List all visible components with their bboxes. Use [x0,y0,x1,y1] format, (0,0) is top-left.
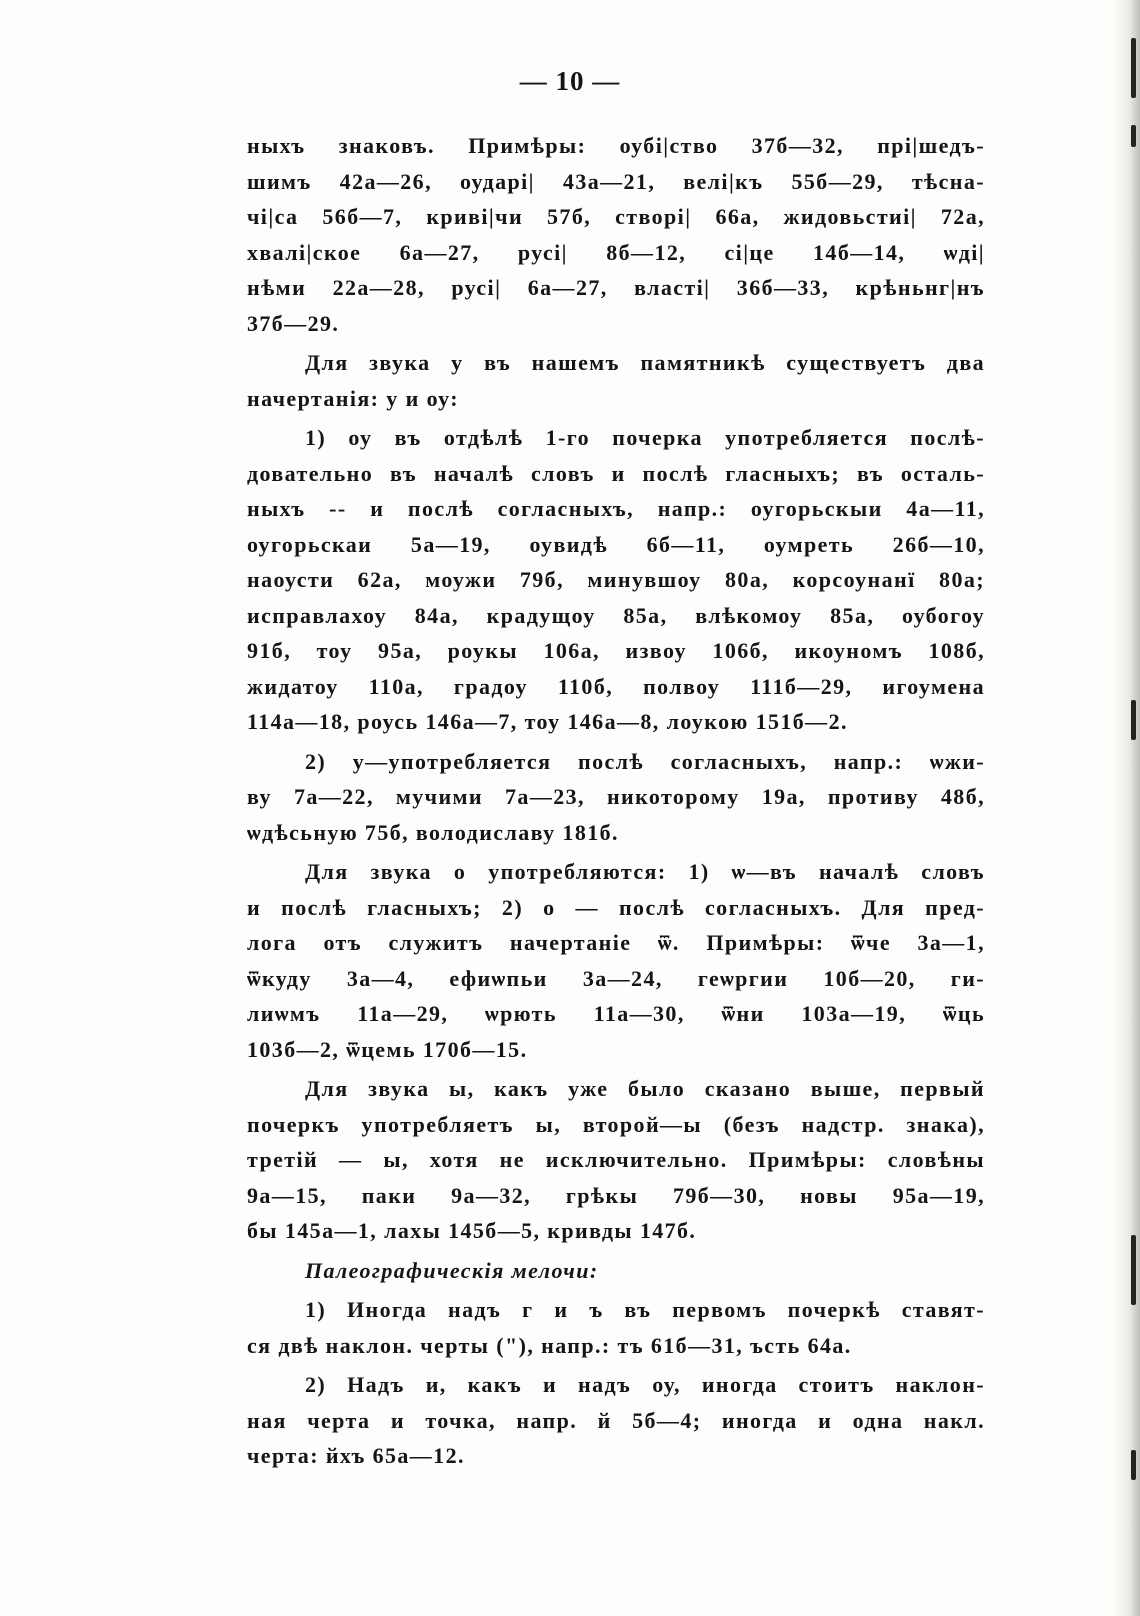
scan-edge-shadow [1114,0,1140,1616]
text-line: почеркъ употребляетъ ы, второй—ы (безъ надстр. знака), [247,1111,985,1137]
text-line: лиѡмъ 11а—29, ѡрють 11а—30, ѿни 103а—19, ѿць [247,1001,985,1026]
scan-edge-mark [1131,700,1136,740]
scan-edge-mark [1131,125,1136,147]
text-line: 1) Иногда надъ г и ъ въ первомъ почеркѣ ставят- [305,1297,985,1322]
text-line: наоусти 62а, моужи 79б, минувшоу 80а, корсоунанї 80а; [247,567,985,592]
body-text [247,128,985,1478]
text-line: жидатоу 110а, градоу 110б, полвоу 111б—29, игоумена [247,673,985,699]
text-line: 37б—29. [247,310,340,336]
text-line: Для звука о употребляются: 1) ѡ—въ началѣ словъ [305,859,985,884]
text-line: 9а—15, паки 9а—32, грѣкы 79б—30, новы 95а—19, [247,1182,985,1208]
text-line: оугорьскаи 5а—19, оувидѣ 6б—11, оумреть 26б—10, [247,531,985,557]
text-line: ву 7а—22, мучими 7а—23, никоторому 19а, противу 48б, [247,784,985,809]
page-number: — 10 — [519,66,621,96]
text-line: бы 145а—1, лахы 145б—5, кривды 147б. [247,1218,697,1243]
text-line: Для звука ы, какъ уже было сказано выше, первый [305,1076,985,1101]
paragraph [247,128,985,341]
paragraph [247,1071,985,1249]
paragraph [247,345,985,416]
text-line: ная черта и точка, напр. й 5б—4; иногда и одна накл. [247,1407,985,1433]
scan-edge-mark [1131,1235,1136,1305]
text-line: ѿкуду 3а—4, ефиѡпьи 3а—24, геѡргии 10б—20, ги- [247,965,985,991]
section-heading-paragraph [247,1253,985,1289]
text-line: 2) Надъ и, какъ и надъ оу, иногда стоитъ наклон- [305,1372,985,1397]
text-line: хвалі|ское 6а—27, русі| 8б—12, сі|це 14б—14, ѡді| [247,239,985,265]
paragraph [247,854,985,1067]
text-line: лога отъ служитъ начертаніе ѿ. Примѣры: ѿче 3а—1, [247,930,985,955]
text-line: 114а—18, роусь 146а—7, тоу 146а—8, лоукою 151б—2. [247,709,848,734]
text-line: Для звука у въ нашемъ памятникѣ существуетъ два [305,350,985,375]
text-line: ныхъ знаковъ. Примѣры: оубі|ство 37б—32, прі|шедъ- [247,133,985,158]
text-line: чі|са 56б—7, криві|чи 57б, створі| 66а, жидовьстиі| 72а, [247,204,985,229]
text-line: ныхъ -- и послѣ согласныхъ, напр.: оугорьскыи 4а—11, [247,496,985,521]
section-heading: Палеографическія мелочи: [305,1257,599,1283]
text-line: исправлахоу 84а, крадущоу 85а, влѣкомоу 85а, оубогоу [247,602,985,628]
text-line: 91б, тоу 95а, роукы 106а, извоу 106б, икоуномъ 108б, [247,638,985,663]
paragraph [247,744,985,851]
text-line: шимъ 42а—26, оударі| 43а—21, велі|къ 55б—29, тѣсна- [247,168,985,194]
text-line: начертанія: у и оу: [247,385,459,411]
text-line: довательно въ началѣ словъ и послѣ гласныхъ; въ осталь- [247,460,985,486]
paragraph [247,1292,985,1363]
text-line: и послѣ гласныхъ; 2) о — послѣ согласныхъ. Для пред- [247,894,985,920]
text-line: ся двѣ наклон. черты ("), напр.: тъ 61б—31, ъсть 64а. [247,1332,852,1358]
text-line: третій — ы, хотя не исключительно. Примѣры: словѣны [247,1147,985,1172]
text-line: 2) у—употребляется послѣ согласныхъ, напр.: ѡжи- [305,748,985,774]
text-line: ѡдѣсьную 75б, володиславу 181б. [247,819,619,845]
text-line: черта: йхъ 65а—12. [247,1443,465,1468]
text-line: 103б—2, ѿцемь 170б—15. [247,1036,528,1062]
text-line: 1) оу въ отдѣлѣ 1-го почерка употребляется послѣ- [305,425,985,450]
scan-edge-mark [1131,1450,1136,1480]
paragraph [247,420,985,740]
text-line: нѣми 22а—28, русі| 6а—27, власті| 36б—33, крѣньнг|нъ [247,275,985,300]
paragraph [247,1367,985,1474]
